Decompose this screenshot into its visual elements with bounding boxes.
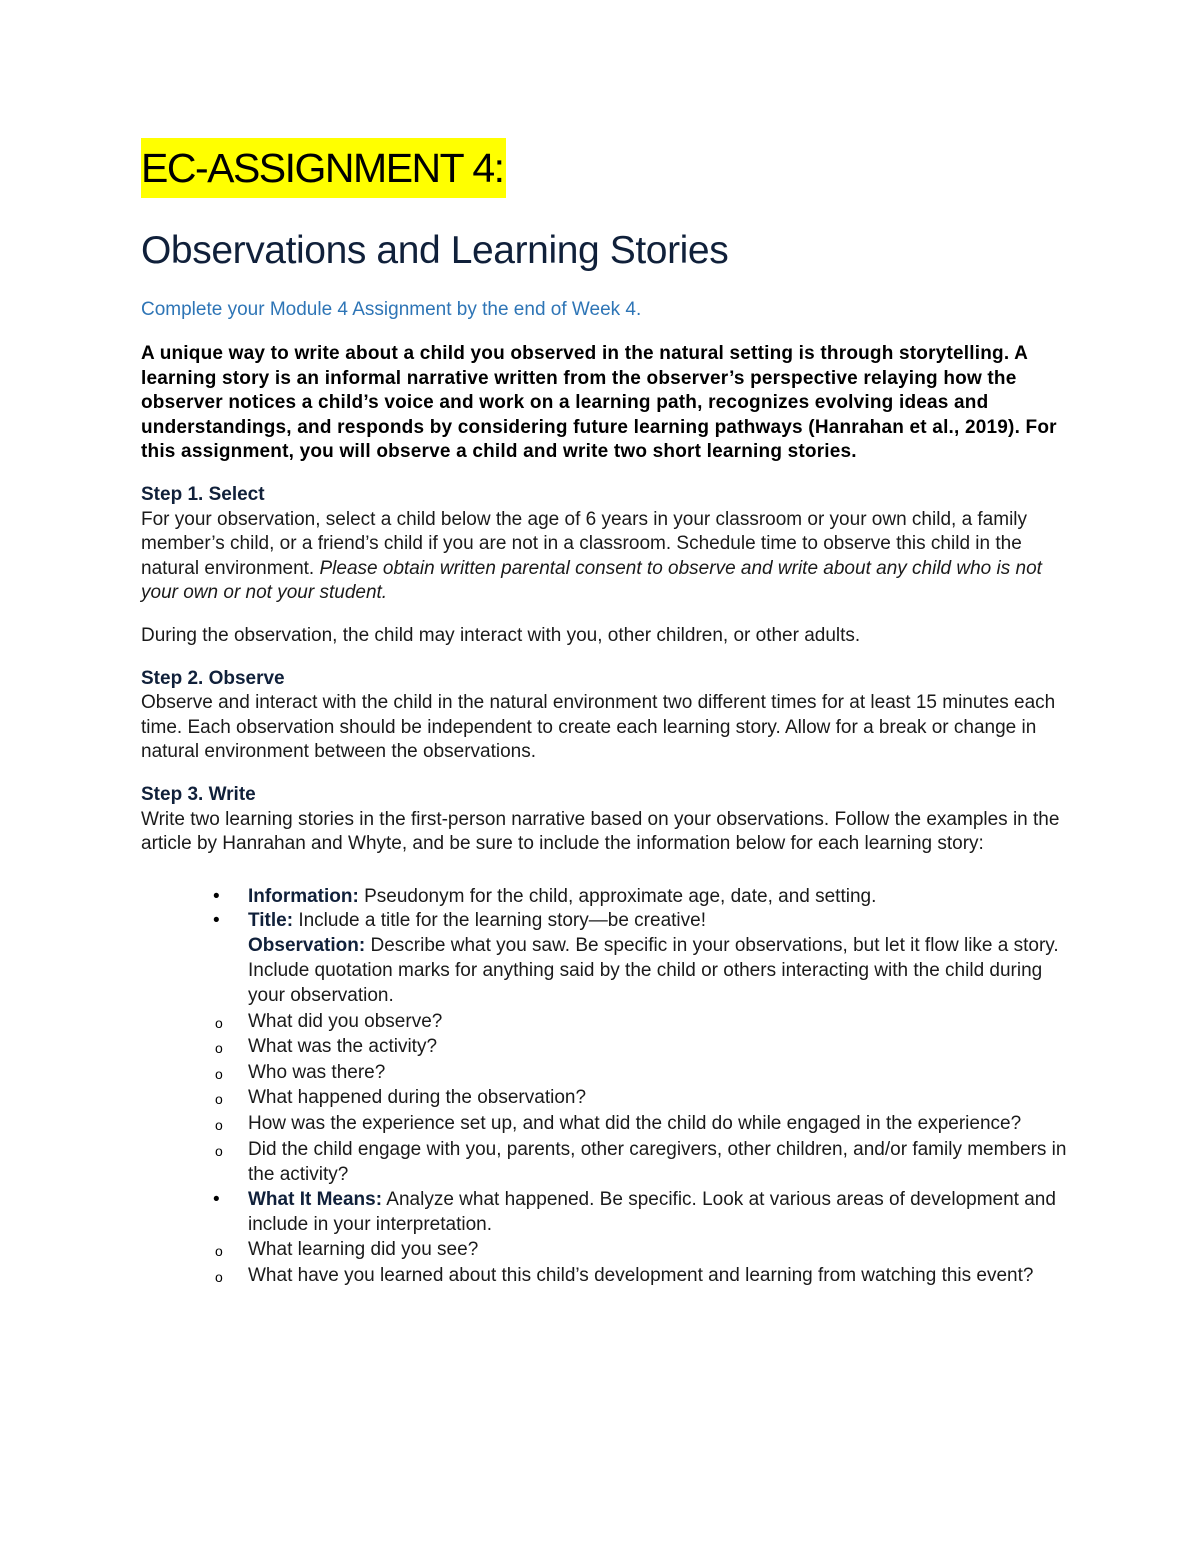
page-heading: Observations and Learning Stories [141, 229, 729, 272]
bullet-label: Information: [248, 885, 359, 907]
bullet-marker: • [213, 885, 220, 907]
bullet-label: What It Means: [248, 1188, 383, 1210]
step-2-heading: Step 2. Observe [141, 667, 285, 689]
bullet-text: Describe what you saw. Be specific in your observations, but let it flow like a story. Include quotation marks for anything said by the child or others interacting with the child during your observation. [248, 935, 1059, 1006]
intro-paragraph: A unique way to write about a child you observed in the natural setting is through storytelling. A learning story is an informal narrative written from the observer’s perspective relaying how the observer notices a child’s voice and work on a learning path, recognizes evolving ideas and understandings, and responds by considering future learning pathways (Hanrahan et al., 2019). For this assignment, you will observe a child and write two short learning stories. [141, 343, 1057, 463]
meaning-questions [141, 1237, 1071, 1288]
observation-questions [141, 1009, 1071, 1188]
list-item: o What happened during the observation? [141, 1085, 1071, 1111]
step-1-body: For your observation, select a child below the age of 6 years in your classroom or your own child, a family member’s child, or a friend’s child if you are not in a classroom. Schedule time to observe this child in the natural environment. [141, 508, 1028, 579]
step-1-extra: During the observation, the child may interact with you, other children, or other adults. [141, 624, 861, 646]
assignment-title: EC-ASSIGNMENT 4: [141, 138, 506, 198]
bullet-label: Title: [248, 910, 294, 932]
bullet-marker: • [213, 910, 220, 932]
due-subtitle: Complete your Module 4 Assignment by the end of Week 4. [141, 299, 642, 320]
bullet-marker: • [213, 1188, 220, 1210]
list-item: o What did you observe? [141, 1009, 1071, 1035]
requirements-list [141, 885, 1071, 1009]
bullet-label: Observation: [248, 935, 366, 957]
bullet-text: Pseudonym for the child, approximate age, date, and setting. [358, 885, 877, 907]
bullet-title [141, 909, 1071, 1008]
meaning-list [141, 1188, 1071, 1238]
bullet-text: Include a title for the learning story—be creative! [293, 910, 706, 932]
sub-marker: o [215, 1269, 223, 1286]
step-3-heading: Step 3. Write [141, 783, 256, 805]
bullet-information [141, 885, 1071, 910]
sub-marker: o [215, 1040, 223, 1057]
sub-marker: o [215, 1014, 223, 1031]
step-1-text [141, 508, 1071, 606]
consent-note: Please obtain written parental consent to observe and write about any child who is not your own or not your student. [141, 557, 1042, 604]
list-item: o Did the child engage with you, parents, other caregivers, other children, and/or family members in the activity? [215, 1138, 1067, 1186]
sub-marker: o [215, 1091, 223, 1108]
step-3-section [141, 783, 1071, 857]
bullet-text: Analyze what happened. Be specific. Look at various areas of development and include in your interpretation. [248, 1188, 1056, 1235]
list-item: o What have you learned about this child’s development and learning from watching this event? [141, 1263, 1071, 1289]
sub-marker: o [215, 1117, 223, 1134]
step-3-text: Write two learning stories in the first-person narrative based on your observations. Follow the examples in the article by Hanrahan and Whyte, and be sure to include the information below for each learning story: [141, 808, 1060, 855]
bullet-what-it-means [141, 1188, 1071, 1238]
list-item: o How was the experience set up, and what did the child do while engaged in the experience? [141, 1111, 1071, 1137]
sub-marker: o [215, 1243, 223, 1260]
step-1-section [141, 483, 1071, 649]
step-1-heading: Step 1. Select [141, 483, 265, 505]
step-2-section [141, 667, 1071, 765]
list-item: o Who was there? [141, 1060, 1071, 1086]
sub-marker: o [215, 1142, 223, 1159]
list-item: o What learning did you see? [141, 1237, 1071, 1263]
sub-marker: o [215, 1065, 223, 1082]
list-item: o What was the activity? [141, 1034, 1071, 1060]
document-page [141, 138, 1071, 1289]
step-2-text: Observe and interact with the child in the natural environment two different times for at least 15 minutes each time. Each observation should be independent to create each learning story. Allow for a break or change in natural environment between the observations. [141, 692, 1056, 763]
